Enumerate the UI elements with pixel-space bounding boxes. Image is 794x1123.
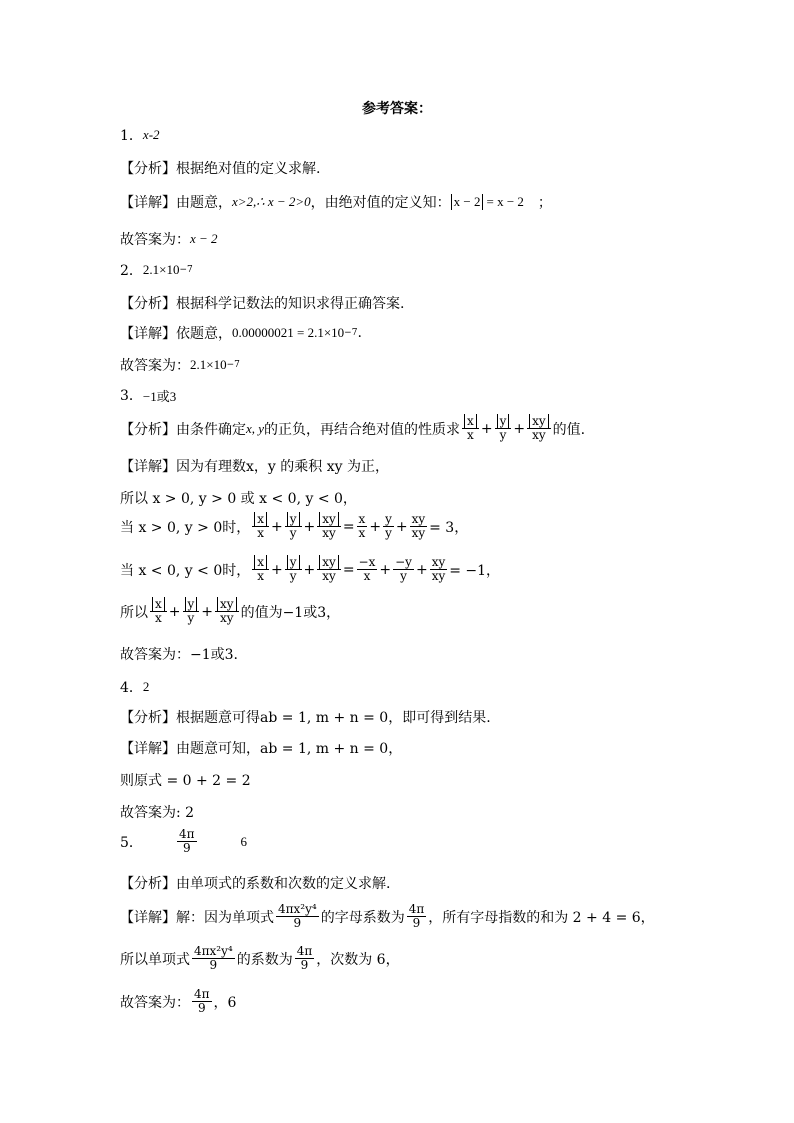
analysis-tag: 【分析】: [120, 421, 176, 438]
q2-detail: 【详解】 依题意， 0.00000021 = 2.1×10 −7 .: [120, 325, 362, 342]
q4-number: 4．: [120, 680, 143, 696]
detail-text: 的系数为: [236, 951, 293, 968]
final-answer-label: 故答案为：: [120, 232, 190, 248]
detail-text: ，次数为 6，: [316, 951, 400, 968]
q5-analysis: [120, 873, 390, 893]
final-answer: 2.1×10: [190, 357, 227, 372]
analysis-tag: 【分析】: [120, 710, 176, 726]
final-answer: 故答案为: 2: [120, 805, 195, 821]
q5-final: [120, 988, 236, 1015]
detail-tag: 【详解】: [120, 741, 176, 757]
detail-tag: 【详解】: [120, 909, 176, 926]
analysis-text: 根据绝对值的定义求解.: [176, 161, 321, 177]
fraction: $\frac{xy}{xy}$: [527, 415, 551, 442]
q4-analysis: [120, 707, 491, 727]
q5-answer-line: [120, 828, 247, 855]
exponent: −7: [226, 360, 240, 370]
detail-tag: 【详解】: [120, 459, 176, 475]
analysis-text: 由条件确定: [176, 421, 246, 438]
detail-text: 依题意，: [176, 326, 232, 342]
q5-answer-fraction: $\frac{4\pi}{9}$: [179, 827, 195, 856]
q1-answer: x-2: [142, 127, 160, 142]
coefficient-fraction: $\frac{4\pi}{9}$: [408, 902, 425, 931]
final-answer: ，6: [213, 994, 237, 1011]
q1-analysis: [120, 158, 320, 178]
detail-text: 所以 x > 0, y > 0 或 x < 0, y < 0，: [120, 491, 357, 507]
coefficient-fraction: $\frac{4\pi}{9}$: [296, 944, 313, 973]
q5-line1: [120, 945, 400, 972]
detail-text: 的值为−1或3，: [240, 604, 341, 621]
detail-text: 当 x < 0, y < 0时，: [120, 562, 251, 579]
monomial-fraction: $\frac{\text{4πx²y⁴}}{9}$: [278, 902, 317, 931]
detail-text: 由题意，: [176, 195, 232, 211]
detail-text: 则原式 = 0 + 2 = 2: [120, 773, 251, 789]
detail-text: 所以: [120, 604, 148, 621]
final-answer-fraction: $\frac{4\pi}{9}$: [194, 987, 210, 1016]
analysis-tag: 【分析】: [120, 296, 176, 312]
q2-answer-line: [120, 260, 193, 280]
q5-answer-degree: 6: [240, 833, 248, 849]
q5-number: 5．: [120, 834, 143, 851]
math-expression: x>2,∴ x − 2>0: [232, 194, 311, 209]
q3-line4: 所以 $\frac{x}{x}$ + $\frac{y}{y}$ + $\frac{xy}{xy}$ 的值为−1或3，: [120, 597, 341, 626]
q3-line1: [120, 488, 357, 508]
detail-text: ，所有字母指数的和为 2 + 4 = 6，: [428, 909, 655, 926]
absolute-value: x − 2: [451, 194, 484, 210]
detail-text: ；: [537, 195, 552, 211]
q4-answer: 2: [142, 679, 150, 694]
q3-final: [120, 644, 238, 664]
final-answer: 故答案为：−1或3.: [120, 647, 238, 663]
final-answer: x − 2: [190, 231, 218, 246]
fraction: $\frac{x}{x}$: [462, 415, 479, 442]
math-expression: 0.00000021 = 2.1×10: [232, 325, 345, 340]
final-answer-label: 故答案为：: [120, 994, 190, 1011]
exponent: −7: [179, 265, 193, 275]
q3-detail: [120, 456, 389, 476]
analysis-text: 的值.: [552, 421, 586, 438]
detail-tag: 【详解】: [120, 326, 176, 342]
math-expression: = x − 2: [486, 194, 524, 209]
math-result: = −1，: [449, 562, 501, 579]
q4-line1: [120, 770, 251, 790]
detail-text: 所以单项式: [120, 951, 190, 968]
q1-answer-line: [120, 125, 160, 145]
fraction: $\frac{y}{y}$: [495, 415, 512, 442]
q3-analysis: 【分析】 由条件确定 x, y 的正负，再结合绝对值的性质求 $\frac{x}{x}$ + $\frac{y}{y}$ + $\frac{xy}{xy}$ 的值.: [120, 414, 586, 443]
q3-number: 3．: [120, 388, 143, 404]
exponent: −7: [344, 328, 358, 338]
math-result: = 3，: [429, 519, 469, 536]
analysis-tag: 【分析】: [120, 161, 176, 177]
q2-number: 2．: [120, 263, 143, 279]
q2-analysis: [120, 293, 404, 313]
detail-text: 解：因为单项式: [176, 909, 274, 926]
final-answer-label: 故答案为：: [120, 358, 190, 374]
q4-detail: [120, 738, 402, 758]
q3-answer: −1或3: [142, 388, 177, 404]
q1-number: 1．: [120, 128, 143, 144]
detail-tag: 【详解】: [120, 195, 176, 211]
q1-final: [120, 229, 218, 249]
analysis-tag: 【分析】: [120, 876, 176, 892]
q5-detail: [120, 903, 655, 930]
detail-text: ，由绝对值的定义知：: [310, 195, 451, 211]
q3-line3: 当 x < 0, y < 0时， $\frac{x}{x}$ + $\frac{y}{y}$ + $\frac{xy}{xy}$ = $\frac{-x}{x}$ + $\frac{-y}{y}$ + $\frac{xy}{xy}$ = −1，: [120, 555, 501, 584]
detail-text: 当 x > 0, y > 0时，: [120, 519, 251, 536]
q4-answer-line: [120, 677, 149, 697]
detail-text: 的字母系数为: [320, 909, 405, 926]
q1-detail: [120, 192, 552, 212]
q2-final: [120, 355, 240, 375]
analysis-text: 由单项式的系数和次数的定义求解.: [176, 876, 391, 892]
detail-text: 由题意可知，ab = 1, m + n = 0，: [176, 741, 403, 757]
analysis-text: 根据题意可得ab = 1, m + n = 0，即可得到结果.: [176, 710, 491, 726]
q4-final: [120, 802, 194, 822]
page-title: 参考答案：: [362, 101, 432, 117]
detail-text: 因为有理数x，y 的乘积 xy 为正，: [176, 459, 389, 475]
analysis-text: 根据科学记数法的知识求得正确答案.: [176, 296, 405, 312]
q3-answer-line: [120, 385, 176, 405]
q3-line2: 当 x > 0, y > 0时， $\frac{x}{x}$ + $\frac{y}{y}$ + $\frac{xy}{xy}$ = $\frac{x}{x}$ + $\frac{y}{y}$ + $\frac{xy}{xy}$ = 3，: [120, 512, 469, 541]
q2-answer: 2.1×10: [142, 262, 180, 277]
analysis-text: 的正负，再结合绝对值的性质求: [264, 421, 461, 438]
monomial-fraction: $\frac{\text{4πx²y⁴}}{9}$: [194, 944, 233, 973]
